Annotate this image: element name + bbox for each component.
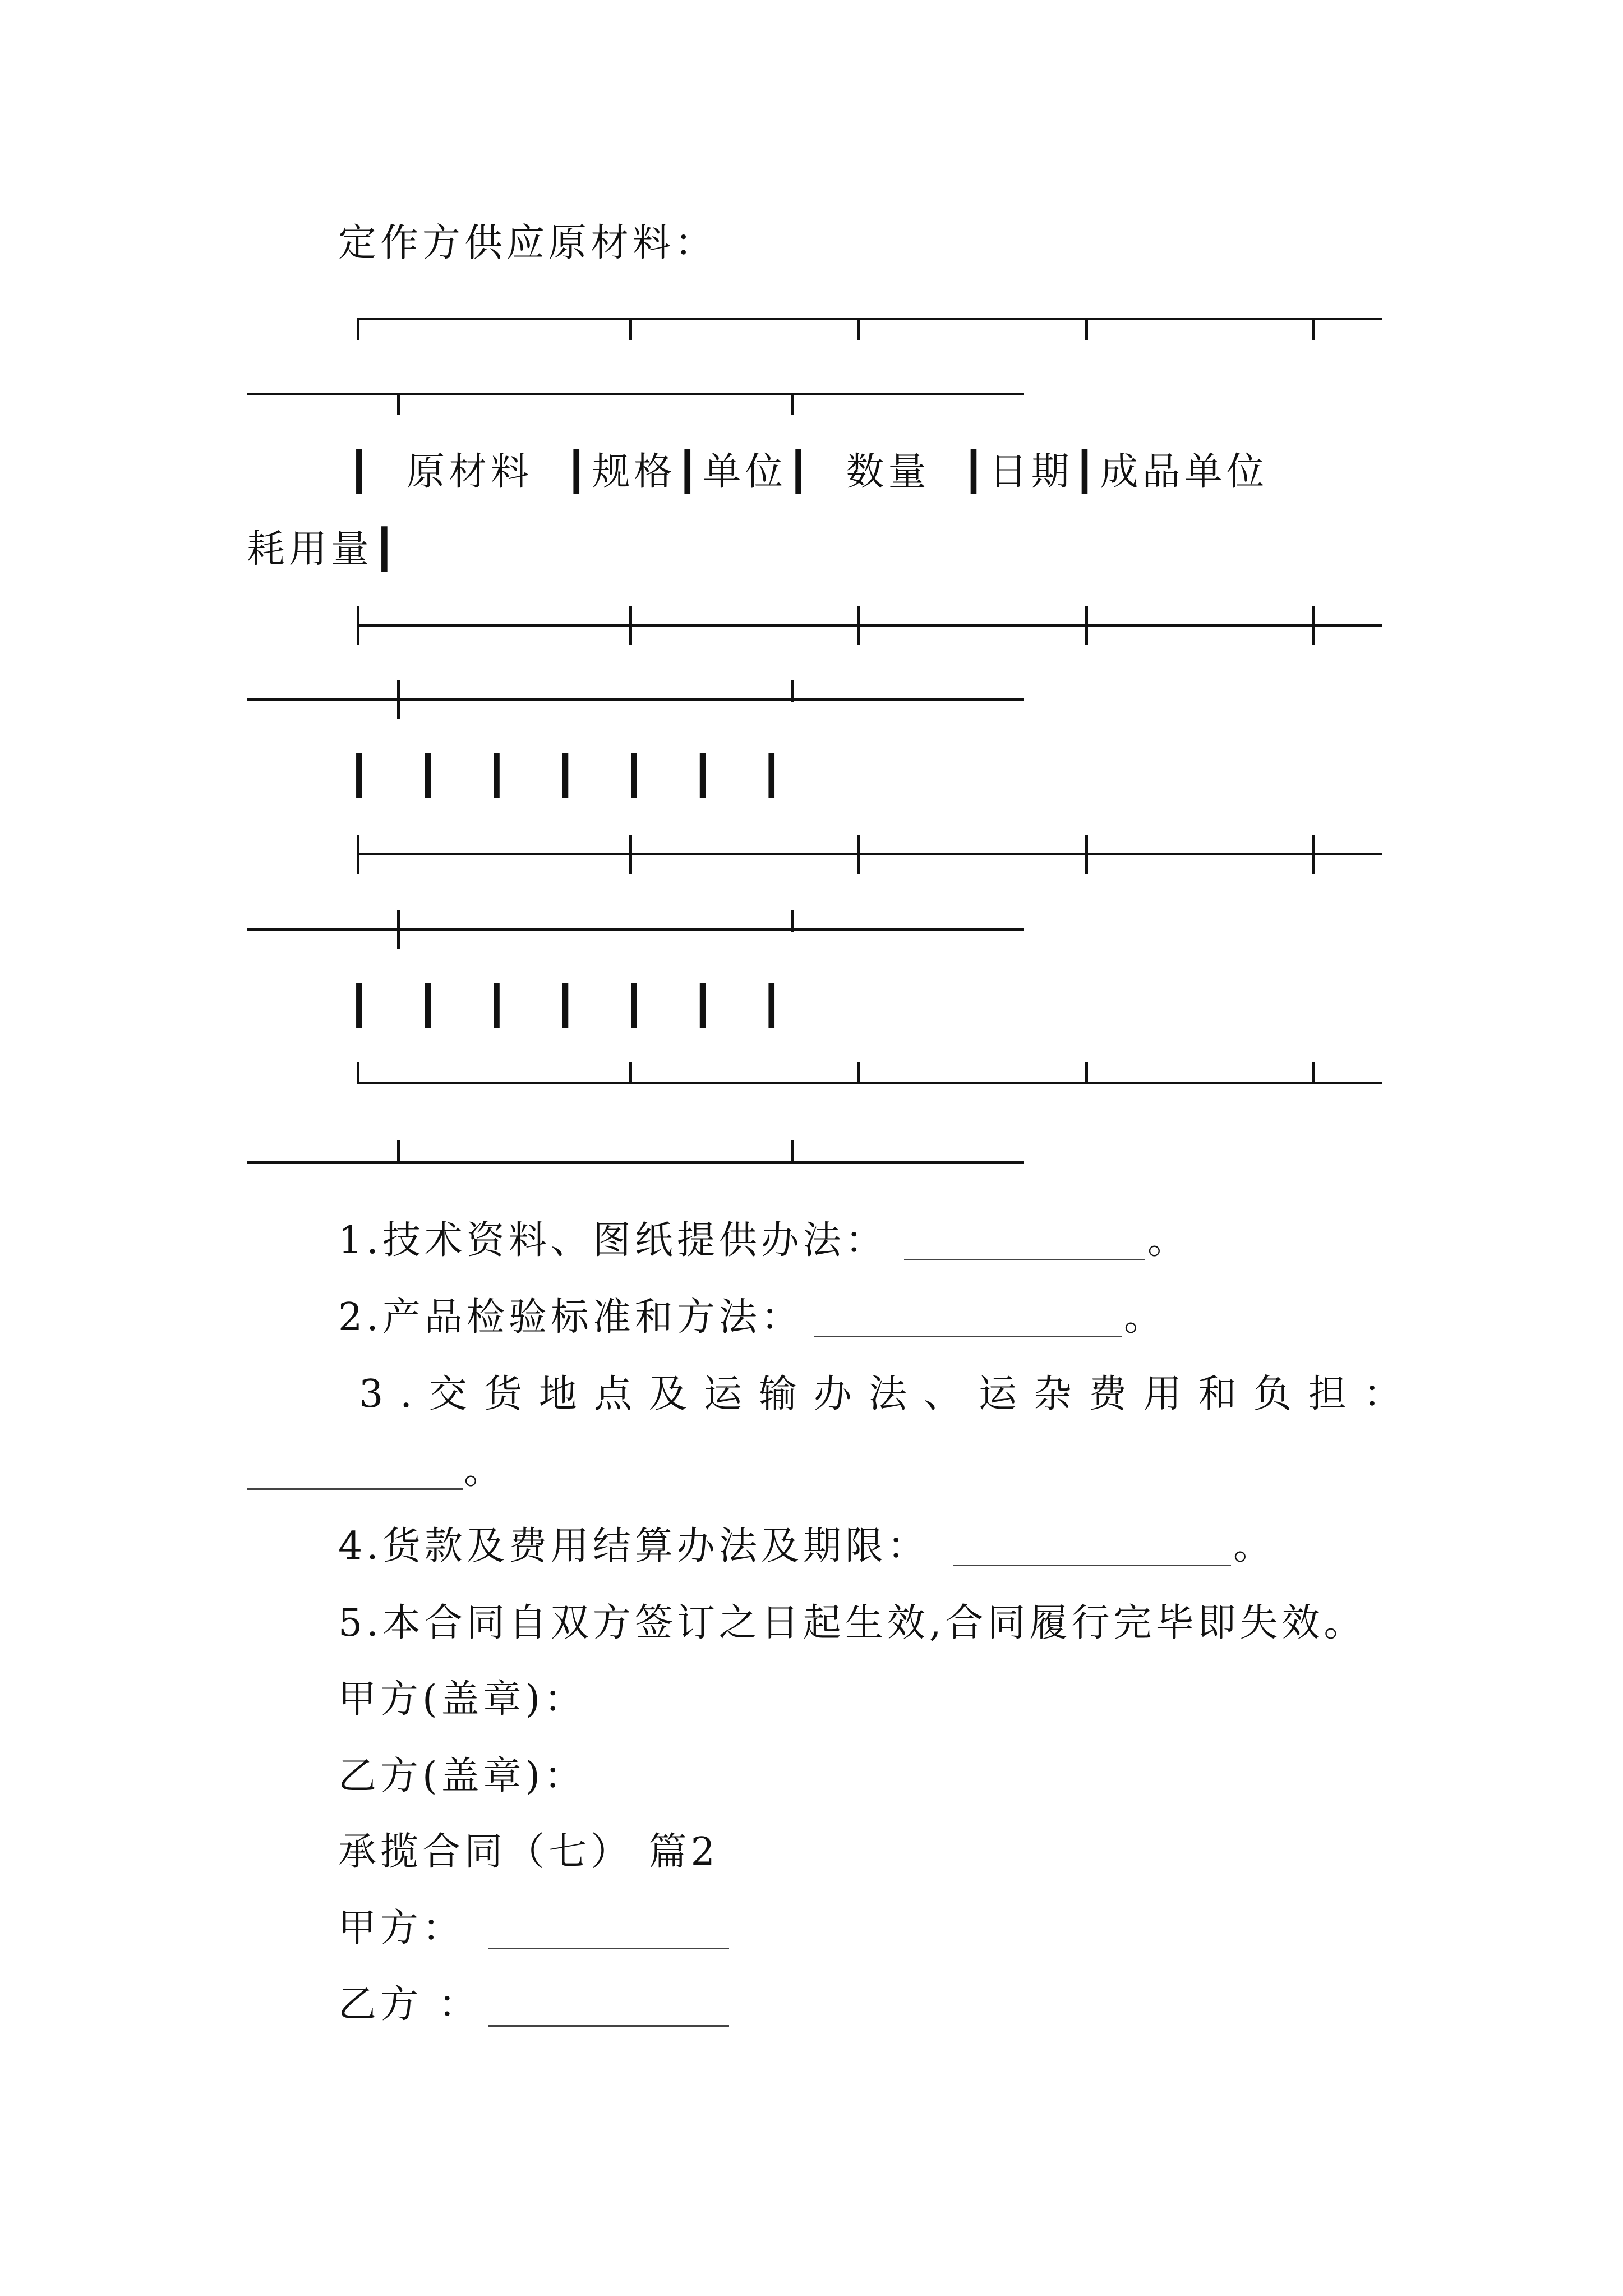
party-a-seal: 甲方(盖章)： [338, 1677, 587, 1722]
party-b-seal: 乙方(盖章)： [338, 1754, 587, 1798]
clause-2: 2.产品检验标准和方法： [338, 1295, 803, 1340]
party-a-label: 甲方： [338, 1906, 465, 1950]
clause-1-blank[interactable] [904, 1234, 1145, 1260]
party-a-field[interactable] [488, 1923, 729, 1949]
materials-heading: 定作方供应原材料： [338, 221, 717, 265]
clause-4-blank[interactable] [953, 1540, 1231, 1566]
party-b-label: 乙方 ： [338, 1982, 481, 2027]
clause-3-blank[interactable] [247, 1464, 463, 1490]
contract-2-title: 承揽合同（七） 篇2 [338, 1830, 719, 1874]
clause-1: 1.技术资料、图纸提供办法： [338, 1218, 887, 1263]
clause-1-period: 。 [1147, 1218, 1190, 1263]
clause-3-period: 。 [464, 1448, 506, 1493]
clause-2-period: 。 [1124, 1295, 1166, 1340]
table-empty-row: ┃ ┃ ┃ ┃ ┃ ┃ ┃ [348, 754, 800, 798]
clause-4: 4.货款及费用结算办法及期限： [338, 1524, 929, 1568]
clause-4-period: 。 [1233, 1524, 1276, 1568]
clause-5: 5.本合同自双方签订之日起生效,合同履行完毕即失效。 [338, 1601, 1366, 1645]
party-b-field[interactable] [488, 2000, 729, 2027]
clause-2-blank[interactable] [814, 1311, 1122, 1337]
table-header-row: ┃ 原材料 ┃规格┃单位┃ 数量 ┃日期┃成品单位 [348, 450, 1269, 494]
clause-3: 3.交货地点及运输办法、运杂费用和负担： [359, 1372, 1418, 1416]
table-header-row-continued: 耗用量┃ [247, 527, 400, 572]
table-empty-row: ┃ ┃ ┃ ┃ ┃ ┃ ┃ [348, 984, 800, 1028]
